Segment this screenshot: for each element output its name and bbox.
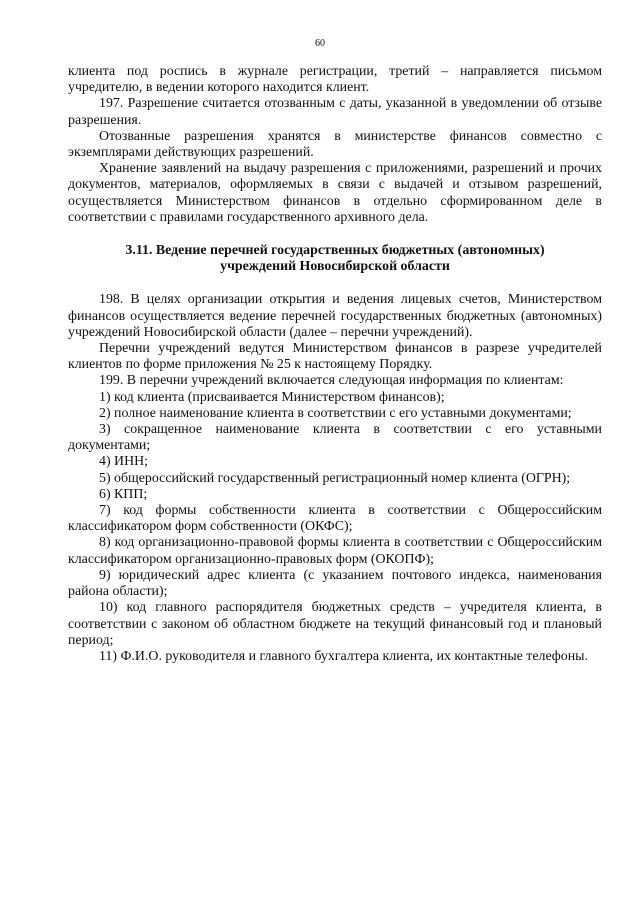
paragraph-continuation: клиента под роспись в журнале регистрации, третий – направляется письмом учредителю, в ведении которого находится клиент. [68,64,602,96]
list-item-8: 8) код организационно-правовой формы клиента в соответствии с Общероссийским классификатором организационно-правовых форм (ОКОПФ); [68,535,602,567]
document-body [68,64,602,665]
paragraph-lists-form: Перечни учреждений ведутся Министерством финансов в разрезе учредителей клиентов по форме приложения № 25 к настоящему Порядку. [68,341,602,373]
page-number: 60 [315,38,325,49]
list-item-3: 3) сокращенное наименование клиента в соответствии с его уставными документами; [68,422,602,454]
paragraph-revoked-storage: Отозванные разрешения хранятся в министерстве финансов совместно с экземплярами действующих разрешений. [68,128,602,161]
paragraph-archive: Хранение заявлений на выдачу разрешения с приложениями, разрешений и прочих документов, материалов, оформляемых в связи с выдачей и отзывом разрешений, осуществляется Министерством финансов в отдельно сформированном деле в соответствии с правилами государственного архивного дела. [68,161,602,225]
paragraph-198: 198. В целях организации открытия и ведения лицевых счетов, Министерством финансов осуществляется ведение перечней государственных бюджетных (автономных) учреждений Новосибирской области (далее – перечни учреждений). [68,292,602,340]
list-item-6: 6) КПП; [99,486,148,502]
list-item-11: 11) Ф.И.О. руководителя и главного бухгалтера клиента, их контактные телефоны. [99,648,588,664]
list-item-10: 10) код главного распорядителя бюджетных средств – учредителя клиента, в соответствии с законом об областном бюджете на текущий финансовый год и плановый период; [68,600,602,648]
list-item-2: 2) полное наименование клиента в соответствии с его уставными документами; [99,405,572,421]
list-item-9: 9) юридический адрес клиента (с указанием почтового индекса, наименования района области); [68,567,602,600]
list-item-7: 7) код формы собственности клиента в соответствии с Общероссийским классификатором форм собственности (ОКФС); [68,503,602,535]
list-item-1: 1) код клиента (присваивается Министерством финансов); [99,389,445,405]
paragraph-197: 197. Разрешение считается отозванным с даты, указанной в уведомлении об отзыве разрешения. [68,96,602,128]
paragraph-199: 199. В перечни учреждений включается следующая информация по клиентам: [99,373,564,389]
section-heading: 3.11. Ведение перечней государственных бюджетных (автономных) учреждений Новосибирской области [125,243,545,275]
list-item-4: 4) ИНН; [99,454,148,470]
list-item-5: 5) общероссийский государственный регистрационный номер клиента (ОГРН); [99,470,571,486]
